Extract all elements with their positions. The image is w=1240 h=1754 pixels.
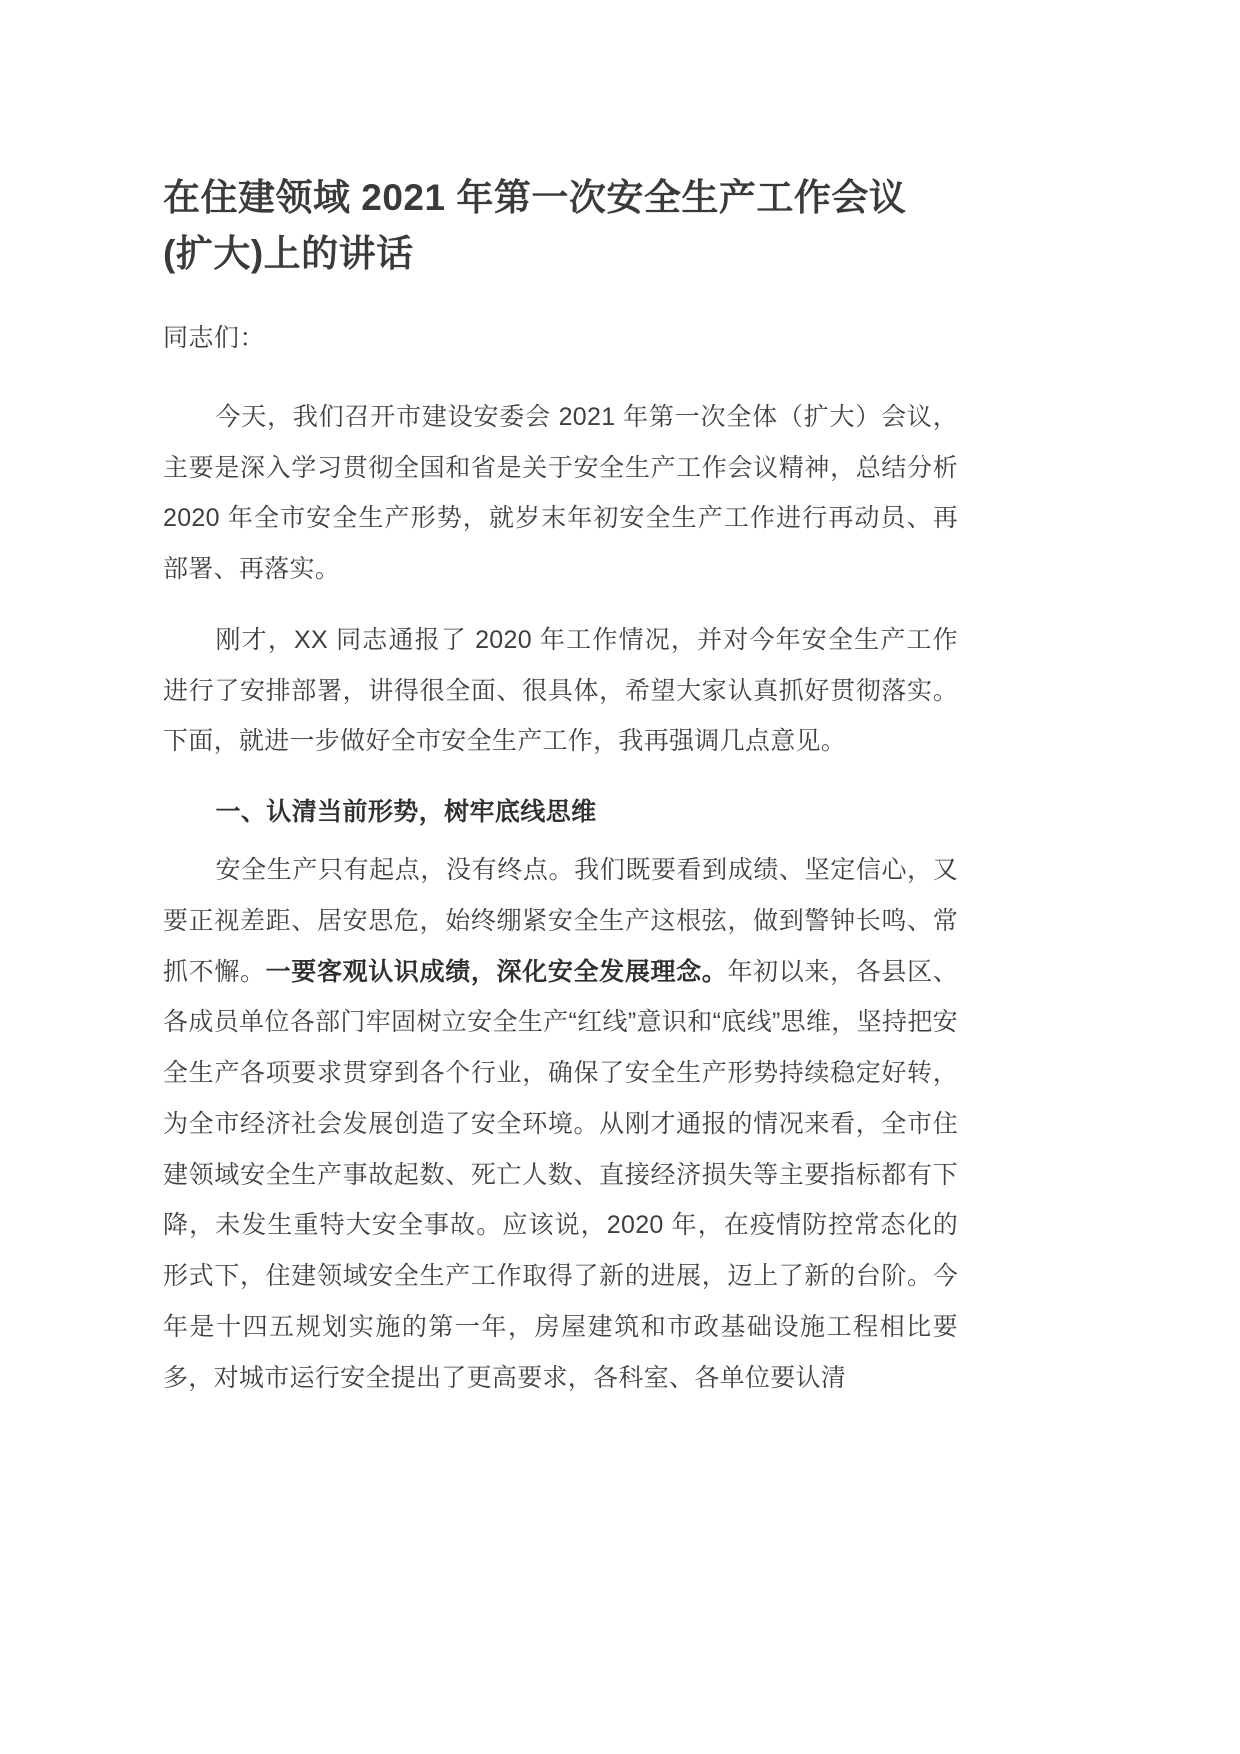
body-paragraph-2: 刚才，XX 同志通报了 2020 年工作情况，并对今年安全生产工作进行了安排部署，讲得很全面、很具体，希望大家认真抓好贯彻落实。下面，就进一步做好全市安全生产工作，我再强调几点意见。 <box>163 625 958 756</box>
body-paragraph-3 <box>163 845 958 1403</box>
salutation: 同志们： <box>163 324 266 353</box>
page-title <box>163 170 953 282</box>
body-paragraph-1: 今天，我们召开市建设安委会 2021 年第一次全体（扩大）会议，主要是深入学习贯彻全国和省是关于安全生产工作会议精神，总结分析 2020 年全市安全生产形势，就岁末年初安全生产工作进行再动员、再部署、再落实。 <box>163 402 958 584</box>
paragraph-3-segment-1: 安全生产只有起点，没有终点。我们既要看到成绩、坚定信心，又要正视差距、居安思危，始终绷紧安全生产这根弦，做到警钟长鸣、常抓不懈。 <box>163 856 958 986</box>
section-heading-1: 一、认清当前形势，树牢底线思维 <box>215 798 597 827</box>
paragraph-3-segment-2: 年初以来，各县区、各成员单位各部门牢固树立安全生产“红线”意识和“底线”思维，坚持把安全生产各项要求贯穿到各个行业，确保了安全生产形势持续稳定好转，为全市经济社会发展创造了安全环境。从刚才通报的情况来看，全市住建领域安全生产事故起数、死亡人数、直接经济损失等主要指标都有下降，未发生重特大安全事故。应该说，2020 年，在疫情防控常态化的形式下，住建领域安全生产工作取得了新的进展，迈上了新的台阶。今年是十四五规划实施的第一年，房屋建筑和市政基础设施工程相比要多，对城市运行安全提出了更高要求，各科室、各单位要认清 <box>163 957 959 1392</box>
paragraph-3-emphasis-1: 一要客观认识成绩，深化安全发展理念。 <box>265 957 728 986</box>
page-title-line-2: 上的讲话 <box>263 233 414 275</box>
page-title-line-1: 在住建领域 2021 年第一次安全生产工作会议(扩大) <box>163 177 907 275</box>
